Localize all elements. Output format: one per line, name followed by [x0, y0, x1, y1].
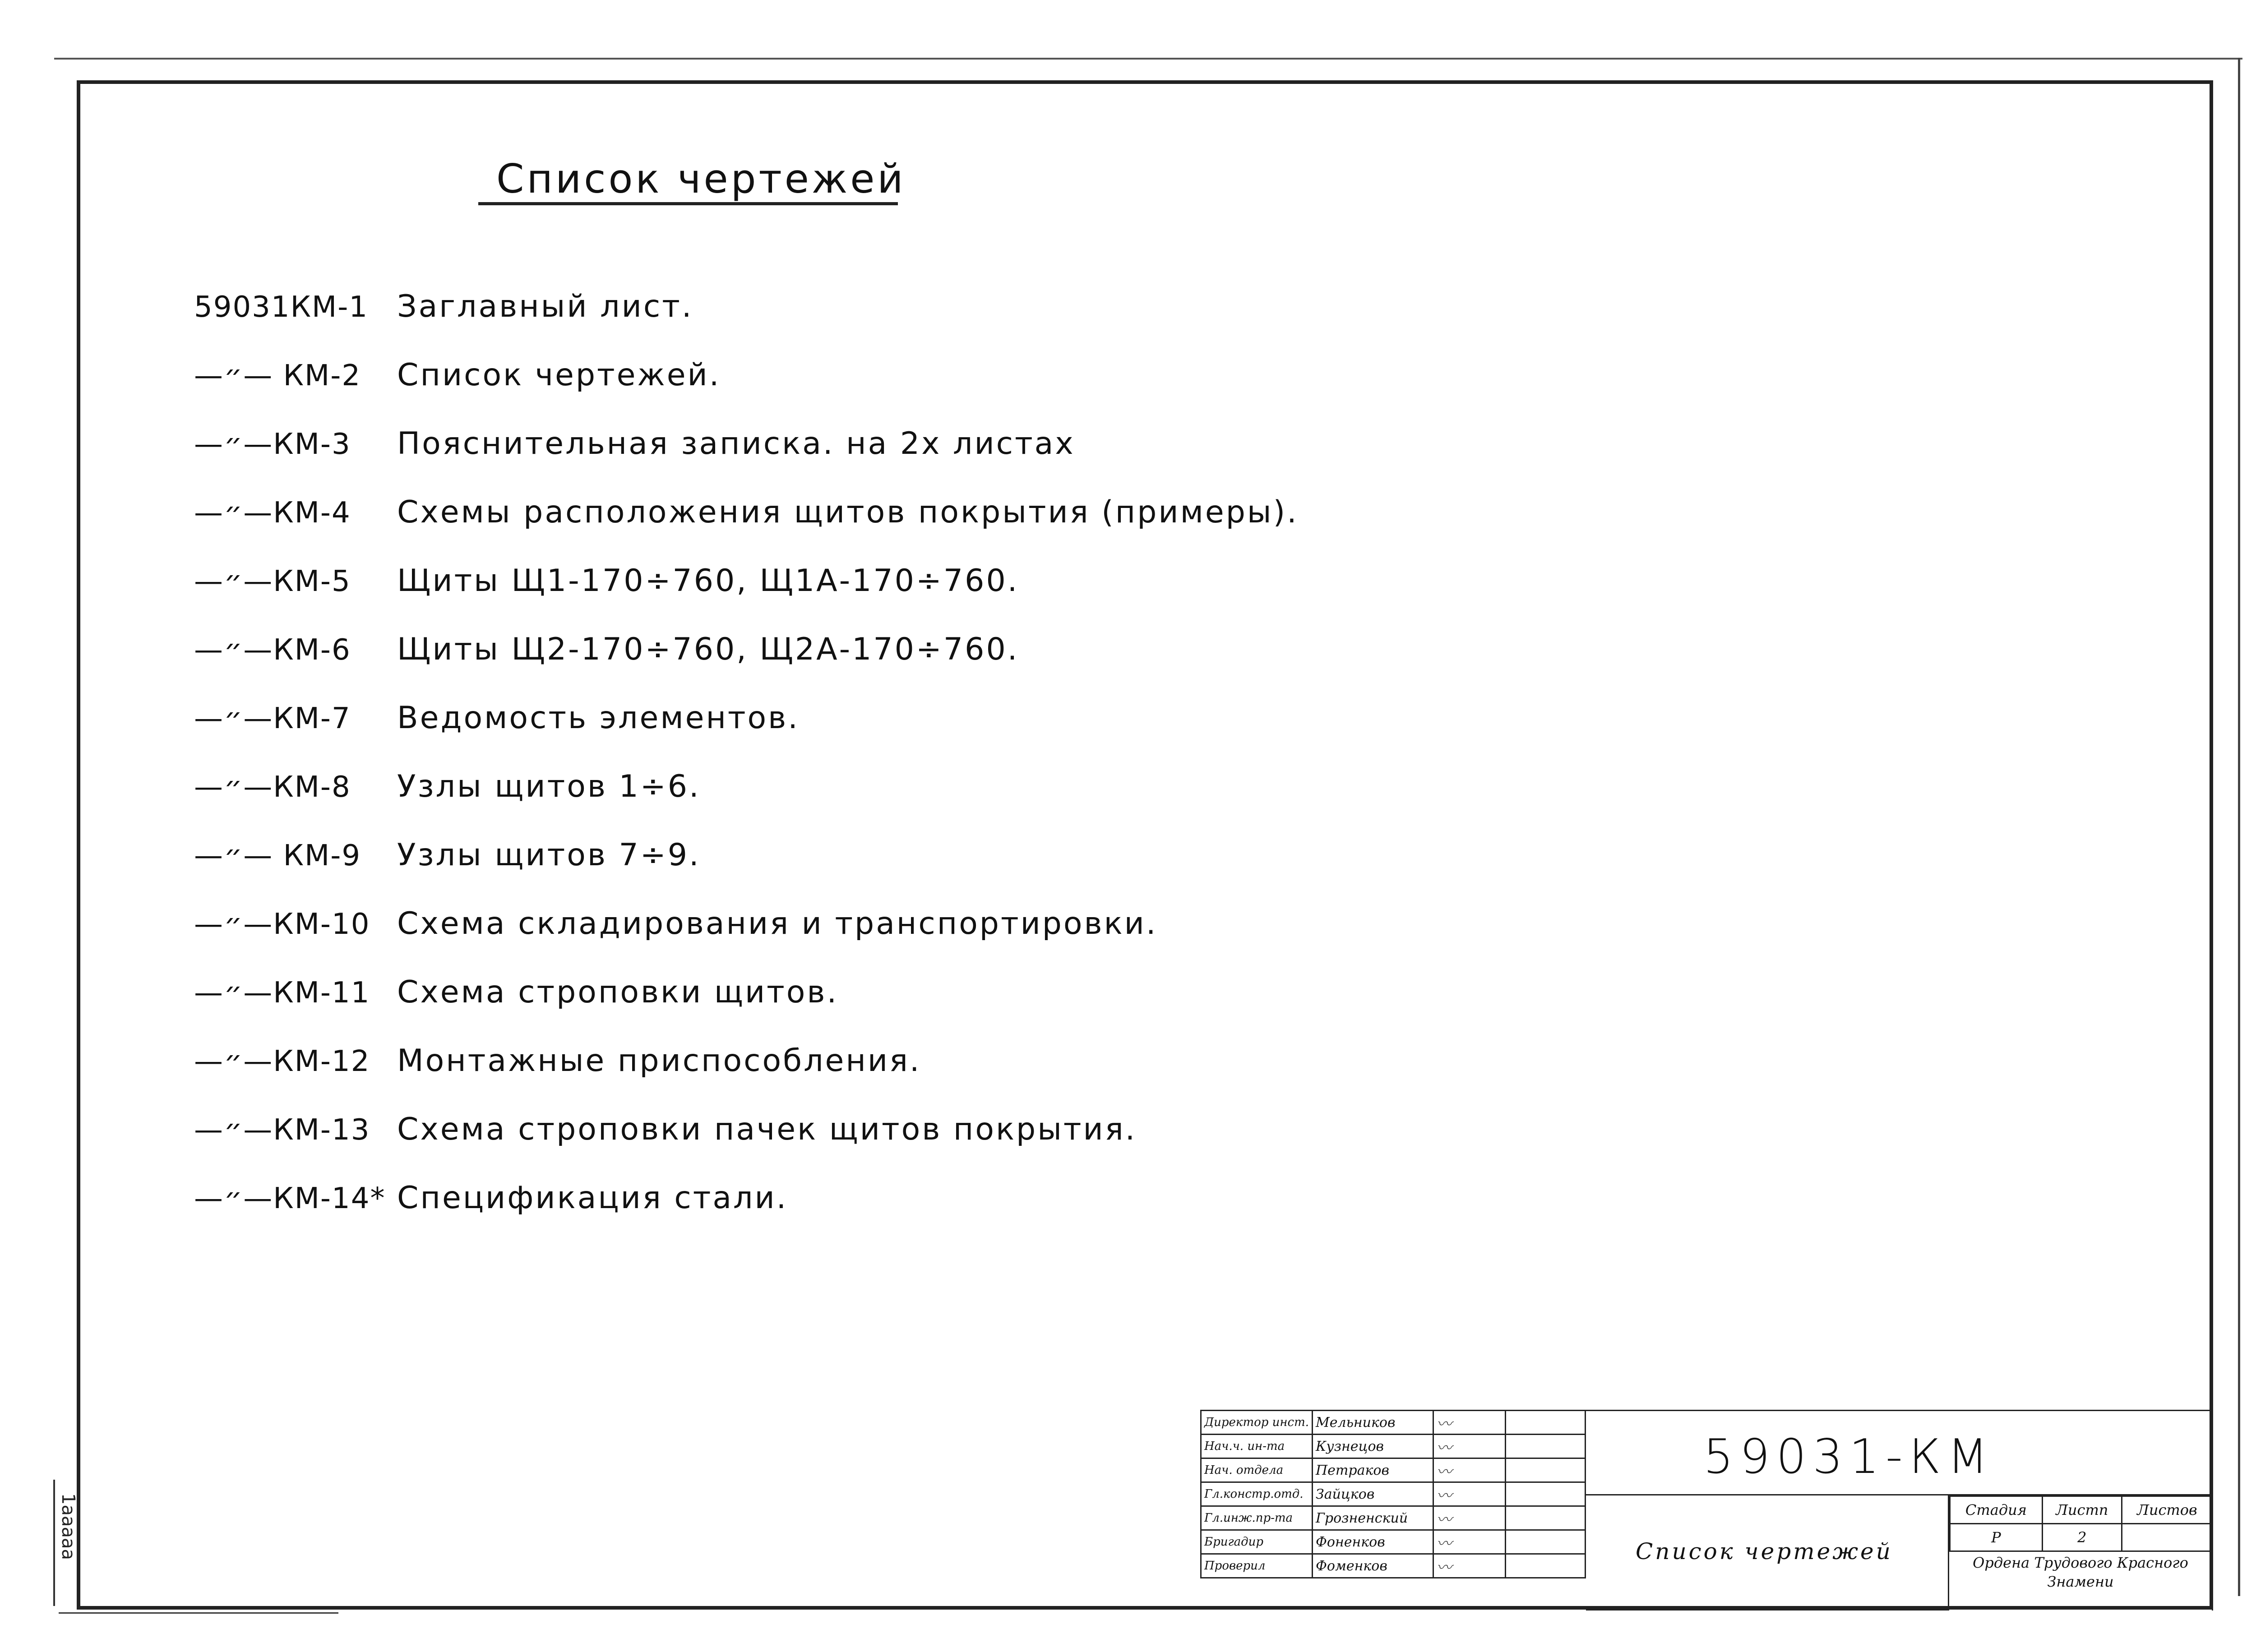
drawing-row	[194, 289, 1412, 357]
signer-row	[1201, 1554, 1586, 1578]
drawing-code: —״—КМ-10	[194, 908, 370, 941]
drawing-row	[194, 357, 1412, 426]
drawing-row	[194, 700, 1412, 769]
drawing-list	[194, 289, 1412, 1249]
signature: 〰	[1433, 1458, 1505, 1482]
signer-name: Фоменков	[1313, 1554, 1433, 1578]
meta-header-sheets: Листов	[2122, 1496, 2212, 1524]
signer-name: Петраков	[1313, 1458, 1433, 1482]
signature: 〰	[1433, 1554, 1505, 1578]
drawing-code: —״—КМ-13	[194, 1113, 370, 1147]
drawing-code: —״— КМ-9	[194, 839, 361, 872]
signer-role: Гл.инж.пр-та	[1201, 1506, 1313, 1530]
drawing-title: Схема строповки пачек щитов покрытия.	[397, 1112, 1137, 1147]
signer-row	[1201, 1482, 1586, 1506]
meta-value-sheet: 2	[2042, 1524, 2122, 1551]
signer-blank-cell	[1505, 1435, 1585, 1458]
signature: 〰	[1433, 1506, 1505, 1530]
organization-name: Ордена Трудового Красного Знамени	[1949, 1549, 2213, 1610]
drawing-title: Спецификация стали.	[397, 1180, 788, 1216]
signature: 〰	[1433, 1435, 1505, 1458]
title-block	[1200, 1410, 2213, 1610]
signer-role: Проверил	[1201, 1554, 1313, 1578]
drawing-row	[194, 769, 1412, 837]
drawing-title: Пояснительная записка. на 2х листах	[397, 426, 1075, 461]
drawing-code: 59031КМ-1	[194, 291, 369, 324]
meta-value-sheets	[2122, 1524, 2212, 1551]
signers-table	[1200, 1410, 1586, 1578]
signer-blank-cell	[1505, 1411, 1585, 1435]
signer-role: Нач.ч. ин-та	[1201, 1435, 1313, 1458]
signer-row	[1201, 1458, 1586, 1482]
signer-row	[1201, 1435, 1586, 1458]
drawing-title: Схема складирования и транспортировки.	[397, 906, 1158, 941]
drawing-title: Щиты Щ2-170÷760, Щ2А-170÷760.	[397, 632, 1019, 667]
sheet-bottom-line	[59, 1612, 338, 1614]
meta-value-stage: Р	[1950, 1524, 2043, 1551]
drawing-title: Узлы щитов 7÷9.	[397, 837, 701, 873]
title-underline	[478, 202, 898, 205]
drawing-code: —״—КМ-4	[194, 496, 351, 530]
drawing-row	[194, 426, 1412, 494]
drawing-code: —״—КМ-11	[194, 976, 370, 1010]
drawing-title: Схемы расположения щитов покрытия (примеры).	[397, 494, 1299, 530]
drawing-row	[194, 1180, 1412, 1249]
drawing-title: Монтажные приспособления.	[397, 1043, 921, 1079]
signer-blank-cell	[1505, 1482, 1585, 1506]
signer-name: Зайцков	[1313, 1482, 1433, 1506]
signer-blank-cell	[1505, 1530, 1585, 1554]
drawing-title: Узлы щитов 1÷6.	[397, 769, 701, 804]
sheet-outer-top-line	[54, 58, 2242, 60]
drawing-code: —״—КМ-7	[194, 702, 351, 735]
drawing-row	[194, 837, 1412, 906]
signer-row	[1201, 1411, 1586, 1435]
drawing-title: Ведомость элементов.	[397, 700, 800, 736]
signer-role: Бригадир	[1201, 1530, 1313, 1554]
document-code-cell	[1586, 1410, 2213, 1495]
signer-row	[1201, 1530, 1586, 1554]
drawing-code: —״—КМ-3	[194, 428, 351, 461]
meta-header-stage: Стадия	[1950, 1496, 2043, 1524]
margin-mark	[53, 1480, 79, 1606]
signer-name: Мельников	[1313, 1411, 1433, 1435]
signer-blank-cell	[1505, 1458, 1585, 1482]
drawing-title: Список чертежей.	[397, 357, 721, 393]
document-code: 59031-КМ	[1703, 1429, 1995, 1484]
drawing-code: —״— КМ-2	[194, 359, 361, 392]
drawing-code: —״—КМ-8	[194, 771, 351, 804]
sheet-meta-panel	[1949, 1495, 2213, 1610]
signer-role: Гл.констр.отд.	[1201, 1482, 1313, 1506]
drawing-row	[194, 563, 1412, 632]
signer-blank-cell	[1505, 1554, 1585, 1578]
drawing-row	[194, 974, 1412, 1043]
sheet-name: Список чертежей	[1636, 1538, 1893, 1564]
drawing-code: —״—КМ-6	[194, 633, 351, 667]
sheet-name-cell	[1586, 1495, 1949, 1610]
signer-name: Фоненков	[1313, 1530, 1433, 1554]
margin-text: 1ааааа	[58, 1493, 79, 1560]
signer-row	[1201, 1506, 1586, 1530]
drawing-row	[194, 1043, 1412, 1112]
signers-panel	[1200, 1410, 1586, 1610]
signature: 〰	[1433, 1530, 1505, 1554]
signer-name: Грозненский	[1313, 1506, 1433, 1530]
drawing-title: Схема строповки щитов.	[397, 974, 839, 1010]
signer-name: Кузнецов	[1313, 1435, 1433, 1458]
sheet-outer-right-line	[2238, 58, 2240, 1596]
page-title: Список чертежей	[496, 156, 906, 202]
signature: 〰	[1433, 1411, 1505, 1435]
drawing-row	[194, 906, 1412, 974]
drawing-title: Заглавный лист.	[397, 289, 693, 324]
signer-blank-cell	[1505, 1506, 1585, 1530]
drawing-row	[194, 494, 1412, 563]
signer-role: Директор инст.	[1201, 1411, 1313, 1435]
meta-header-sheet: Листп	[2042, 1496, 2122, 1524]
drawing-code: —״—КМ-14*	[194, 1182, 386, 1215]
sheet-meta-table	[1949, 1495, 2213, 1552]
drawing-row	[194, 632, 1412, 700]
drawing-row	[194, 1112, 1412, 1180]
drawing-title: Щиты Щ1-170÷760, Щ1А-170÷760.	[397, 563, 1019, 599]
signature: 〰	[1433, 1482, 1505, 1506]
drawing-code: —״—КМ-12	[194, 1045, 370, 1078]
drawing-code: —״—КМ-5	[194, 565, 351, 598]
signer-role: Нач. отдела	[1201, 1458, 1313, 1482]
